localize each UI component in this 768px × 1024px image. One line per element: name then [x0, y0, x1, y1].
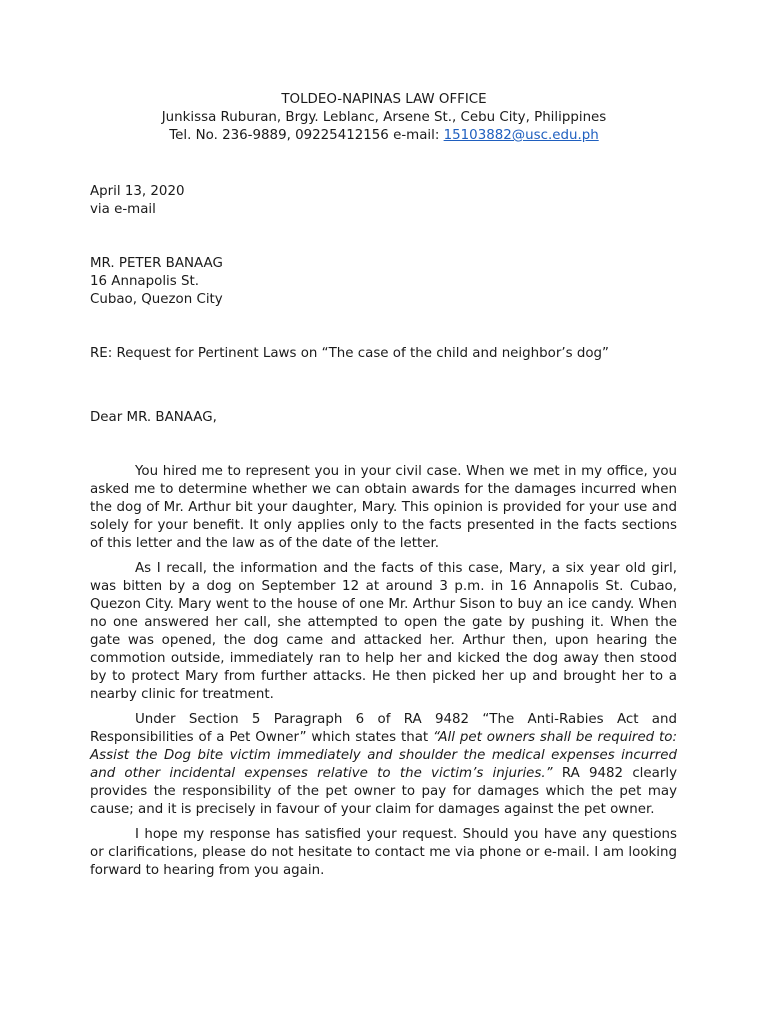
firm-contact [0, 127, 768, 145]
contact-text: Tel. No. 236-9889, 09225412156 e-mail: [169, 128, 444, 143]
firm-address: Junkissa Ruburan, Brgy. Leblanc, Arsene St., Cebu City, Philippines [161, 110, 607, 125]
paragraph-3-intro: Under Section 5 Paragraph 6 of RA 9482 “The Anti-Rabies Act and Responsibilities of a Pet Owner” which states that [90, 712, 677, 745]
recipient-city: Cubao, Quezon City [90, 292, 223, 307]
paragraph-3-conclusion: RA 9482 clearly provides the responsibility of the pet owner to pay for damages which the pet may cause; and it is precisely in favour of your claim for damages against the pet owner. [90, 766, 677, 817]
recipient-address [90, 255, 677, 309]
recipient-street: 16 Annapolis St. [90, 274, 200, 289]
recipient-name: MR. PETER BANAAG [90, 256, 223, 271]
body-paragraph-4: I hope my response has satisfied your request. Should you have any questions or clarifications, please do not hesitate to contact me via phone or e-mail. I am looking forward to hearing from you again. [90, 827, 677, 878]
subject-line: RE: Request for Pertinent Laws on “The case of the child and neighbor’s dog” [90, 346, 609, 361]
letter-date: April 13, 2020 [90, 184, 185, 199]
law-quotation: “All pet owners shall be required to: Assist the Dog bite victim immediately and shoulder the medical expenses incurred and other incidental expenses relative to the victim’s injuries.” [90, 730, 677, 781]
body-paragraph-1: You hired me to represent you in your civil case. When we met in my office, you asked me to determine whether we can obtain awards for the damages incurred when the dog of Mr. Arthur bit your daughter, Mary. This opinion is provided for your use and solely for your benefit. It only applies only to the facts presented in the facts sections of this letter and the law as of the date of the letter. [90, 464, 677, 551]
body-paragraph-3 [90, 711, 677, 819]
letter-body [90, 463, 677, 887]
email-link[interactable]: 15103882@usc.edu.ph [443, 128, 599, 143]
body-paragraph-2: As I recall, the information and the facts of this case, Mary, a six year old girl, was bitten by a dog on September 12 at around 3 p.m. in 16 Annapolis St. Cubao, Quezon City. Mary went to the house of one Mr. Arthur Sison to buy an ice candy. When no one answered her call, she attempted to open the gate by pushing it. When the gate was opened, the dog came and attacked her. Arthur then, upon hearing the commotion outside, immediately ran to help her and kicked the dog away then stood by to protect Mary from further attacks. He then picked her up and brought her to a nearby clinic for treatment. [90, 561, 677, 702]
firm-name: TOLDEO-NAPINAS LAW OFFICE [281, 92, 487, 107]
salutation: Dear MR. BANAAG, [90, 410, 217, 425]
letterhead [0, 91, 768, 145]
date-block [90, 183, 677, 219]
delivery-method: via e-mail [90, 202, 156, 217]
